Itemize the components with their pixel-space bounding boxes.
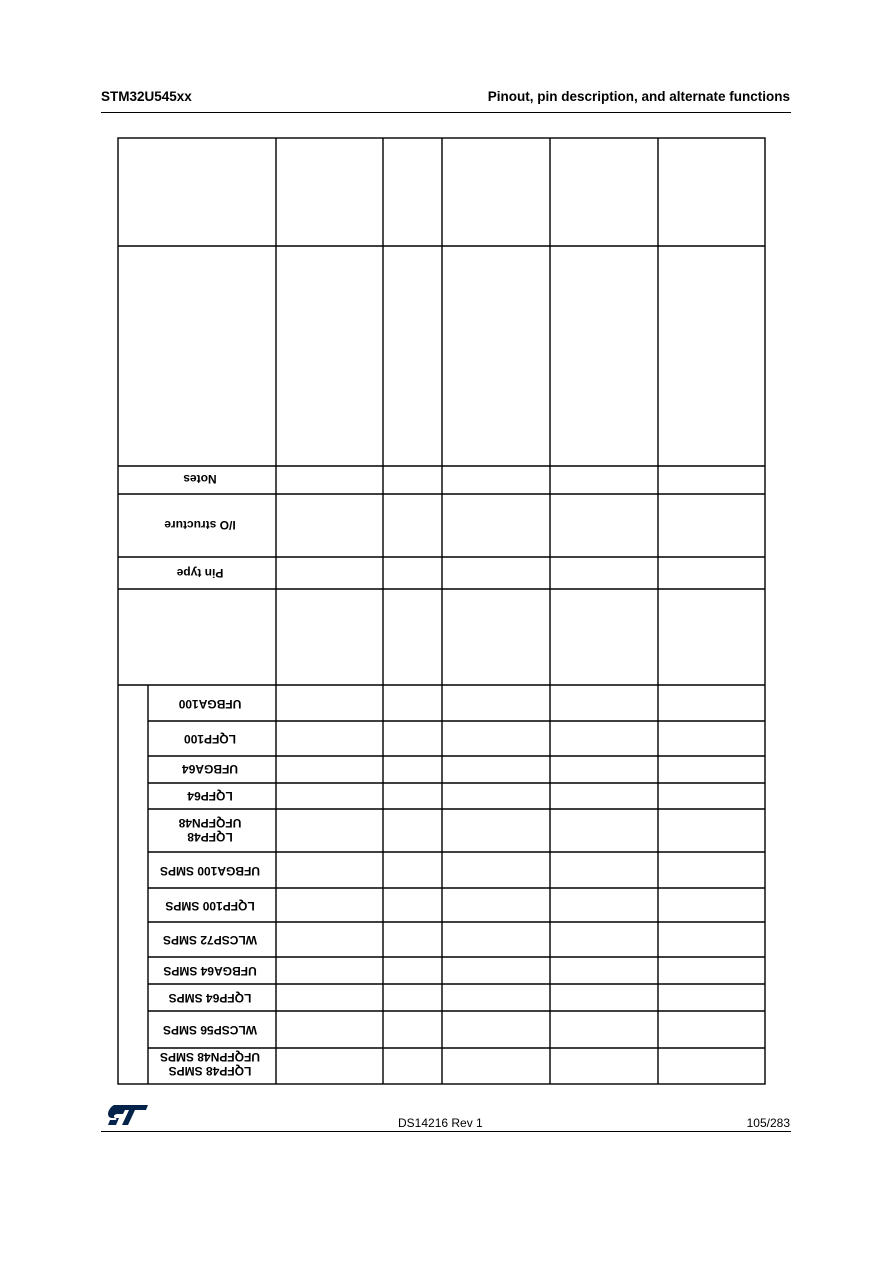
package-label: LQFP64 [187,789,233,803]
package-label: LQFP100 SMPS [165,899,255,913]
package-label: LQFP48 SMPS UFQFPN48 SMPS [159,1050,261,1078]
package-label: WLCSP72 SMPS [162,933,258,947]
page-number: 105/283 [746,1116,790,1130]
package-label: UFBGA64 SMPS [163,964,257,978]
package-label: LQFP48 UFQFPN48 [178,816,242,844]
notes-label: Notes [183,472,217,486]
package-label: UFBGA64 [182,762,239,776]
document-reference: DS14216 Rev 1 [398,1116,483,1130]
io-structure-label: I/O structure [164,518,236,532]
package-label: UFBGA100 SMPS [159,864,261,878]
package-label: WLCSP56 SMPS [162,1023,258,1037]
st-logo-icon [106,1103,150,1132]
footer-rule [101,1131,791,1132]
pin-type-label: Pin type [176,566,224,580]
section-title: Pinout, pin description, and alternate functions [487,89,790,104]
document-title: STM32U545xx [101,89,192,104]
package-label: LQFP100 [183,732,237,746]
package-label: UFBGA100 [178,697,242,711]
package-label: LQFP64 SMPS [168,991,252,1005]
